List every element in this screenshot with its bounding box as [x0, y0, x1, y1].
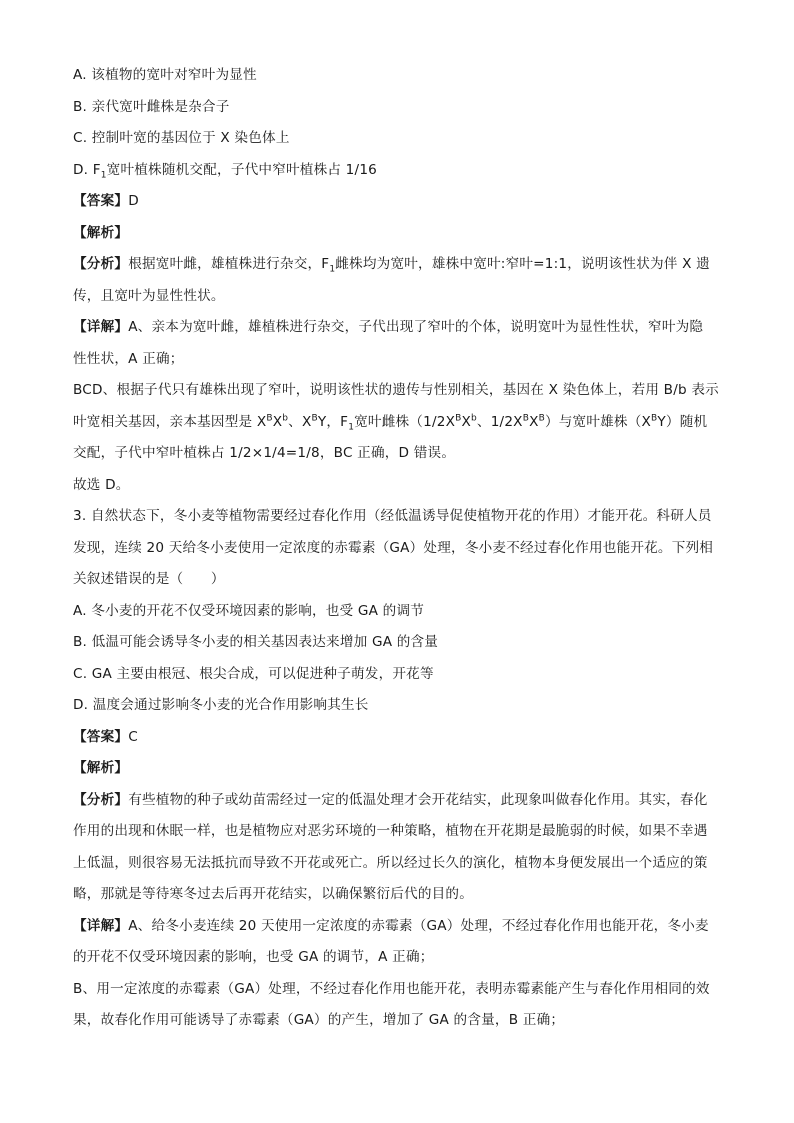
q3-b-line-2: 果，故春化作用可能诱导了赤霉素（GA）的产生，增加了 GA 的含量，B 正确；	[73, 1012, 565, 1028]
q2-option-a: A. 该植物的宽叶对窄叶为显性	[73, 67, 257, 83]
q2-answer	[73, 186, 721, 218]
q3-answer: 【答案】C	[73, 728, 138, 745]
q3-fenxi-line-2: 作用的出现和休眠一样，也是植物应对恶劣环境的一种策略，植物在开花期是最脆弱的时候，如果不幸遇	[73, 823, 708, 839]
q2-fenxi-line-1: 【分析】根据宽叶雌，雄植株进行杂交，$F_1$雌株均为宽叶，雄株中宽叶:窄叶=1:1，说明该性状为伴 X 遗	[73, 256, 710, 275]
q2-conclusion: 故选 D。	[73, 476, 130, 493]
q3-fenxi-line-4: 略，那就是等待寒冬过去后再开花结实，以确保繁衍后代的目的。	[73, 886, 474, 902]
q3-analysis-heading: 【解析】	[73, 760, 129, 776]
q2-fenxi-line-2: 传，且宽叶为显性性状。	[73, 287, 225, 304]
q3-option-b: B. 低温可能会诱导冬小麦的相关基因表达来增加 GA 的含量	[73, 634, 439, 650]
q3-option-d: D. 温度会通过影响冬小麦的光合作用影响其生长	[73, 697, 369, 713]
q3-fenxi-line-1: 【分析】有些植物的种子或幼苗需经过一定的低温处理才会开花结实，此现象叫做春化作用。其实，春化	[73, 791, 708, 808]
q2-bcd-line-3: 交配，子代中窄叶植株占 1/2×1/4=1/8，BC 正确，D 错误。	[73, 445, 456, 461]
q3-xiangjie-line-2: 的开花不仅受环境因素的影响，也受 GA 的调节，A 正确；	[73, 949, 434, 965]
q3-option-c: C. GA 主要由根冠、根尖合成，可以促进种子萌发，开花等	[73, 665, 434, 682]
q3-fenxi-line-3: 上低温，则很容易无法抵抗而导致不开花或死亡。所以经过长久的演化，植物本身便发展出一个适应的策	[73, 854, 708, 871]
q3-xiangjie-line-1: 【详解】A、给冬小麦连续 20 天使用一定浓度的赤霉素（GA）处理，不经过春化作用也能开花，冬小麦	[73, 917, 709, 934]
q2-xiangjie-line-2: 性性状，A 正确；	[73, 350, 184, 367]
q2-bcd-line-2: 叶宽相关基因，亲本基因型是 $X^BX^b$、$X^BY$，$F_1$宽叶雌株（$1/2X^BX^b$、$1/2X^BX^B$）与宽叶雄株$(X^BY)$随机	[73, 412, 708, 433]
answer-value: D	[128, 193, 139, 209]
q2-analysis-heading: 【解析】	[73, 224, 129, 241]
q2-option-d: D. $F_1$宽叶植株随机交配，子代中窄叶植株占 1/16	[73, 161, 378, 181]
q3-option-a: A. 冬小麦的开花不仅受环境因素的影响，也受 GA 的调节	[73, 602, 425, 619]
q2-option-c: C. 控制叶宽的基因位于 X 染色体上	[73, 130, 290, 146]
q3-stem-line-1: 3. 自然状态下，冬小麦等植物需要经过春化作用（经低温诱导促使植物开花的作用）才能开花。科研人员	[73, 508, 712, 524]
q2-xiangjie-line-1: 【详解】A、亲本为宽叶雌，雄植株进行杂交，子代出现了窄叶的个体，说明宽叶为显性性状，窄叶为隐	[73, 319, 704, 335]
q2-option-b: B. 亲代宽叶雌株是杂合子	[73, 98, 230, 115]
q3-stem-line-2: 发现，连续 20 天给冬小麦使用一定浓度的赤霉素（GA）处理，冬小麦不经过春化作用也能开花。下列相	[73, 539, 714, 556]
q3-b-line-1: B、用一定浓度的赤霉素（GA）处理，不经过春化作用也能开花，表明赤霉素能产生与春化作用相同的效	[73, 980, 710, 997]
document-page	[73, 60, 721, 1037]
q3-stem-line-3: 关叙述错误的是（ ）	[73, 571, 225, 587]
q2-bcd-line-1: BCD、根据子代只有雄株出现了窄叶，说明该性状的遗传与性别相关，基因在 X 染色体上，若用 B/b 表示	[73, 382, 719, 398]
answer-label: 【答案】	[73, 193, 129, 209]
